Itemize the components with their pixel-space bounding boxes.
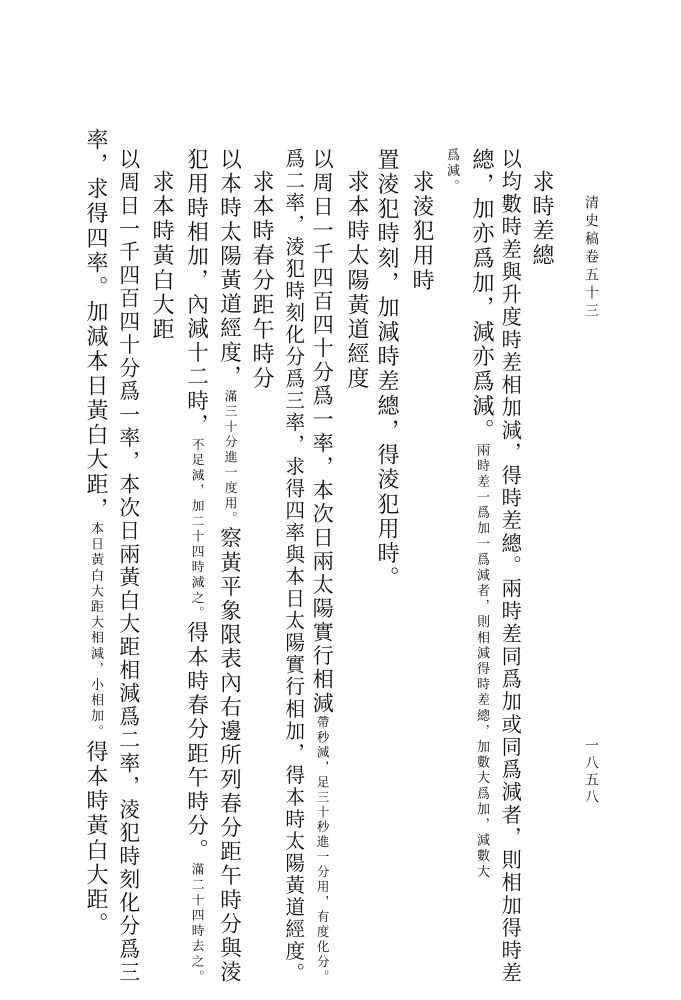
annotation-note: 帶秒減，足三十秒進一分用，有度化分。 (315, 715, 331, 986)
page-number: 一八五八 (583, 738, 599, 806)
text-column (310, 148, 336, 986)
text-segment: 以周日一千四百四十分爲一率，本次日兩黃白大距相減爲二率，淩犯時刻化分爲三 (115, 148, 140, 985)
text-column (185, 148, 207, 985)
annotation-note: 本日黃白大距大相減，小相加。 (88, 521, 103, 741)
text-column (218, 148, 240, 985)
text-column (470, 148, 492, 880)
annotation-note: 兩時差一爲加一爲減者，則相減得時差總，加數大爲加，減數大 (474, 443, 489, 881)
section-title: 求本時黃白大距 (149, 170, 174, 343)
text-segment: 以均數時差與升度時差相加減，得時差總。兩時差同爲加或同爲減者，則相加得時差 (498, 148, 523, 985)
text-column (84, 128, 106, 937)
section-title: 求本時太陽黃道經度 (344, 170, 369, 392)
section-title: 求淩犯用時 (409, 170, 434, 293)
text-segment: 得本時黃白大距。 (83, 740, 108, 937)
section-title: 求時差總 (529, 170, 554, 269)
text-column (375, 148, 397, 591)
text-segment: 得本時春分距午時分。 (183, 621, 209, 863)
text-segment: 置淩犯時刻，加減時差總，得淩犯用時。 (374, 148, 399, 591)
text-segment: 總，加亦爲加，減亦爲減。 (469, 148, 494, 444)
text-segment: 以周日一千四百四十分爲一率，本次日兩太陽實行相減 (310, 148, 336, 716)
text-segment: 率，求得四率。加減本日黃白大距， (83, 128, 108, 522)
text-column (498, 148, 523, 985)
text-column (440, 148, 462, 195)
annotation-note: 滿三十分進一度用。 (221, 389, 237, 527)
text-segment: 察黃平象限表內右邊所列春分距午時分與淩 (216, 526, 242, 985)
text-segment: 爲二率，淩犯時刻化分爲三率，求得四率與本日太陽實行相加，得本時太陽黃道經度。 (281, 148, 305, 985)
text-column (117, 148, 138, 985)
text-segment: 以本時太陽黃道經度， (216, 148, 242, 390)
text-column (283, 148, 303, 985)
annotation-note: 爲減。 (444, 148, 459, 195)
section-title: 求本時春分距午時分 (249, 170, 274, 392)
text-segment: 犯用時相加，內減十二時， (183, 148, 209, 438)
annotation-note: 不足減，加二十四時減之。 (188, 437, 204, 622)
book-title: 清史稿卷五十三 (583, 195, 599, 321)
annotation-note: 滿二十四時去之。 (188, 862, 204, 985)
